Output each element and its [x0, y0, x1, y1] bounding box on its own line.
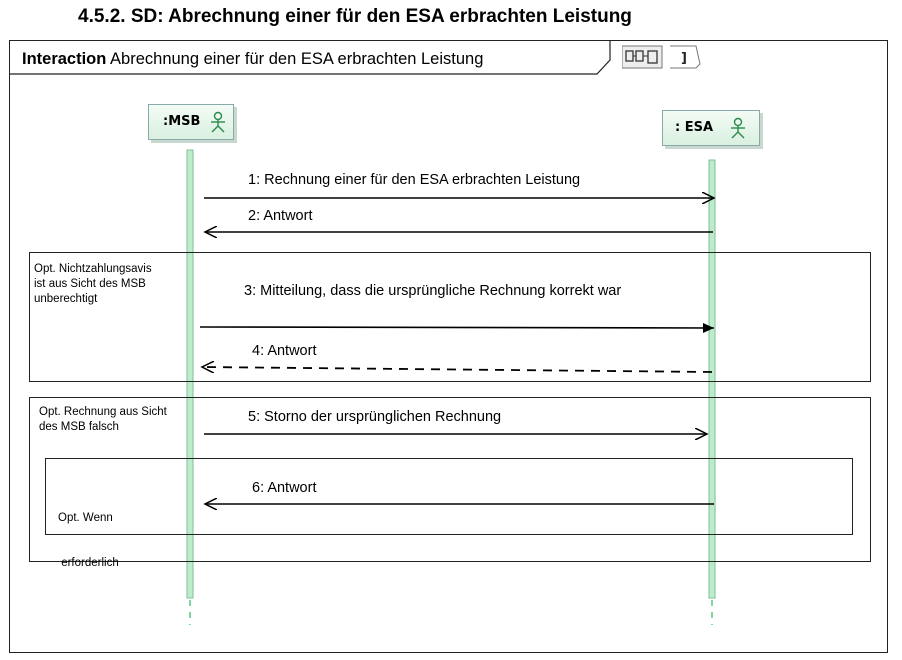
fragment-opt-wenn-erforderlich	[45, 458, 853, 535]
message-3-label: 3: Mitteilung, dass die ursprüngliche Rechnung korrekt war	[244, 283, 622, 299]
fragment-opt-nichtzahlungsavis-label: Opt. Nichtzahlungsavis ist aus Sicht des MSB unberechtigt	[34, 263, 152, 305]
lifeline-esa-label: : ESA	[675, 120, 714, 135]
message-6-label: 6: Antwort	[252, 480, 317, 496]
message-1-label: 1: Rechnung einer für den ESA erbrachten Leistung	[248, 172, 581, 188]
fragment-opt-wenn-erforderlich-label: Opt. Wenn erforderlich	[58, 512, 119, 569]
page-heading: 4.5.2. SD: Abrechnung einer für den ESA erbrachten Leistung	[78, 6, 632, 27]
frame-toolbar	[622, 44, 702, 70]
frame-name-tab	[9, 40, 604, 74]
fragment-opt-nichtzahlungsavis	[29, 252, 871, 382]
svg-text:]: ]	[681, 51, 687, 66]
lifeline-esa-head[interactable]	[662, 110, 760, 146]
lifeline-msb-label: :MSB	[163, 114, 201, 129]
message-2-label: 2: Antwort	[248, 208, 313, 224]
actor-icon	[209, 111, 227, 137]
actor-icon	[729, 117, 747, 143]
message-4-label: 4: Antwort	[252, 343, 317, 359]
frame-toolbar-icons	[622, 44, 702, 72]
fragment-opt-rechnung-falsch-label: Opt. Rechnung aus Sicht des MSB falsch	[39, 406, 167, 433]
lifeline-msb-head[interactable]	[148, 104, 234, 140]
frame-title	[22, 50, 483, 69]
diagram-type-icon	[622, 46, 662, 68]
frame-keyword: Interaction	[22, 50, 107, 68]
message-5-label: 5: Storno der ursprünglichen Rechnung	[248, 409, 502, 425]
frame-name: Abrechnung einer für den ESA erbrachten Leistung	[110, 50, 484, 68]
